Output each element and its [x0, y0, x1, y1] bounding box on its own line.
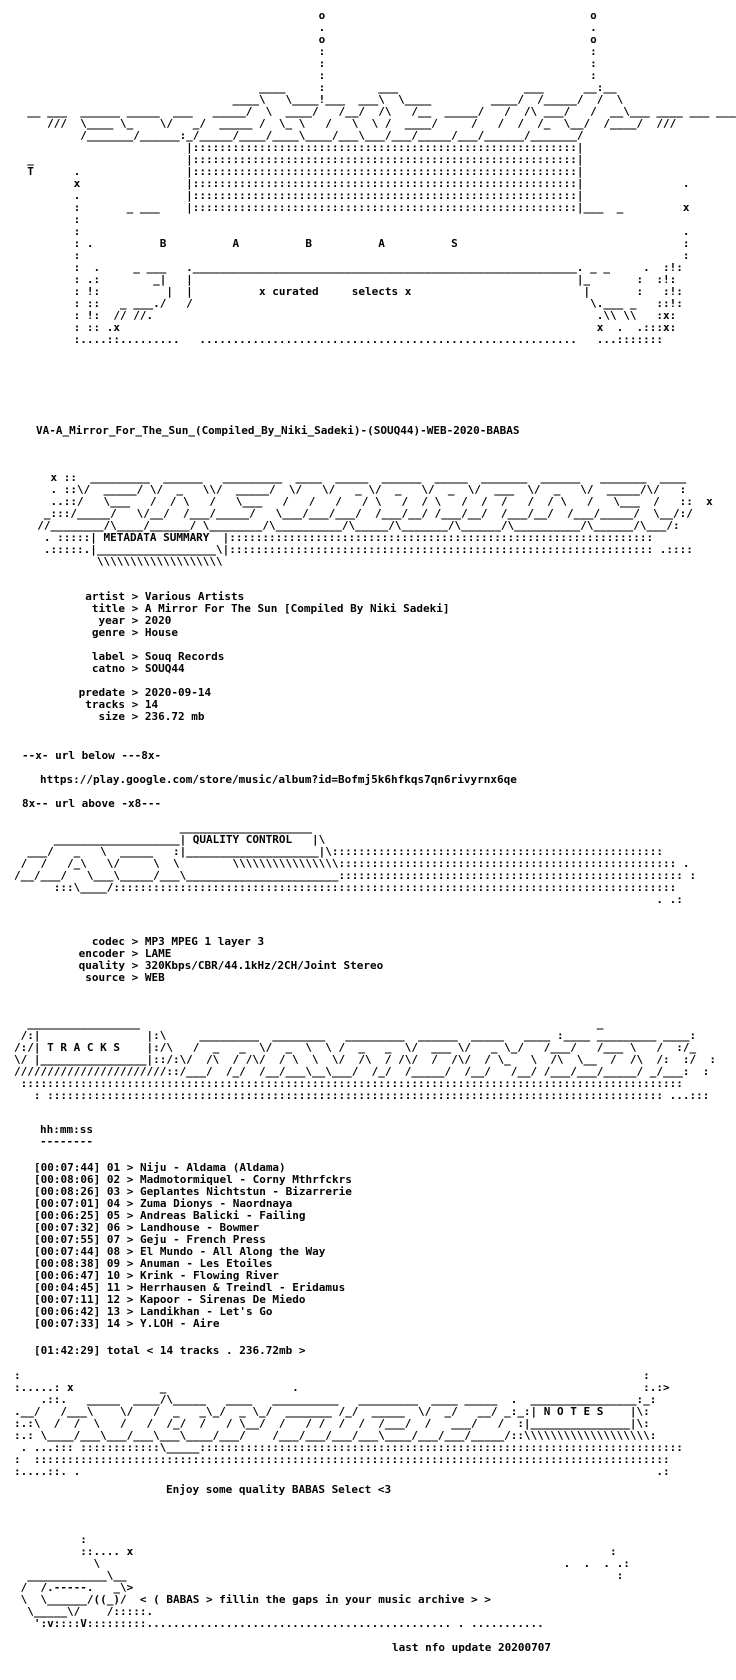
track-row: [00:07:32] 06 > Landhouse - Bowmer: [34, 1221, 260, 1234]
tracklist: [34, 1162, 634, 1330]
track-number: 01: [106, 1161, 121, 1174]
track-row: [00:06:42] 13 > Landikhan - Let's Go: [34, 1305, 273, 1318]
track-title: Anuman - Les Etoiles: [139, 1257, 273, 1270]
track-row: [00:07:33] 14 > Y.LOH - Aire: [34, 1317, 220, 1330]
metadata-row: year > 2020: [62, 615, 622, 627]
track-title: Geju - French Press: [139, 1233, 266, 1246]
quality-row: source > WEB: [62, 972, 622, 984]
metadata-label: catno: [91, 662, 125, 675]
url-above-marker: 8x-- url above -x8---: [22, 797, 162, 810]
metadata-row: label > Souq Records: [62, 651, 622, 663]
track-time: [00:08:38]: [34, 1257, 101, 1270]
footer-ascii-art: : ::.... x : \ . . . .: ____________\__ : / /.-----. _\> \ \______/((_)/ < ( BABAS > fillin the gaps in your music archive > > \_____\/ /:::::. ':v::::V:::::::::.............................................. . ...........: [20, 1533, 630, 1630]
quality-label: quality: [78, 959, 125, 972]
track-title: Landhouse - Bowmer: [139, 1221, 260, 1234]
track-number: 03: [106, 1185, 121, 1198]
track-row: [00:07:55] 07 > Geju - French Press: [34, 1233, 266, 1246]
track-title: Y.LOH - Aire: [139, 1317, 220, 1330]
track-row: [00:07:44] 01 > Niju - Aldama (Aldama): [34, 1161, 286, 1174]
track-row: [00:08:06] 02 > Madmotormiquel - Corny Mthrfckrs: [34, 1173, 352, 1186]
metadata-row: predate > 2020-09-14: [62, 687, 622, 699]
metadata-row: tracks > 14: [62, 699, 622, 711]
quality-label: encoder: [78, 947, 125, 960]
track-number: 14: [106, 1317, 121, 1330]
metadata-value: 2020-09-14: [144, 686, 212, 699]
track-time: [00:07:01]: [34, 1197, 101, 1210]
track-title: El Mundo - All Along the Way: [139, 1245, 326, 1258]
track-number: 05: [106, 1209, 121, 1222]
metadata-value: 2020: [144, 614, 172, 627]
quality-row: quality > 320Kbps/CBR/44.1kHz/2CH/Joint Stereo: [62, 960, 622, 972]
track-title: Krink - Flowing River: [139, 1269, 280, 1282]
track-title: Landikhan - Let's Go: [139, 1305, 273, 1318]
track-time: [00:07:11]: [34, 1293, 101, 1306]
track-title: Herrhausen & Treindl - Eridamus: [139, 1281, 346, 1294]
tracks-time-header: hh:mm:ss: [40, 1123, 93, 1136]
metadata-label: title: [91, 602, 125, 615]
quality-row: codec > MP3 MPEG 1 layer 3: [62, 936, 622, 948]
track-time: [00:04:45]: [34, 1281, 101, 1294]
quality-label: codec: [91, 935, 125, 948]
tracks-banner-ascii-art: _________________ _ /:| |:\ _________ ________ _________ ______ _____ ____ :____ _________ ____: /:/| T R A C K S |:/\ / _ _ \/ _ \ \ / _ _ \/ ___ \/ _ \_/ /___/ /___ \ / :/_ \/ |________________|::/:\/ /\ / /\/ / \ \ \/ /\ / /\/ / /\/ / \_ \ /\ \__ / /\ /: :/ : ///////////////////////::/___/ /_/ /__/___\__\___/ /_/ /_____/ /__/ /__/ /___/___/_____/ _/___: : :::::::::::::::::::::::::::::::::::::::::::::::::::::::::::::::::::::::::::::::::::::::::::::::::::: : ::::::::::::::::::::::::::::::::::::::::::::::::::::::::::::::::::::::::::::::::::::::::::::: ...:::: [14, 1017, 716, 1102]
track-time: [00:07:32]: [34, 1221, 101, 1234]
track-number: 02: [106, 1173, 121, 1186]
notes-banner-ascii-art: : : :.....: x _ . :.:> .::. _____ ____/\_____ ____ __________ _________ ____ _____ . ________________:_: .__/ /___\ \/ / _ _\_/ _ \_/ _______ /_/ _____ \/ _/ __/ _:_:| N O T E S |\: :.:\ / / \ / / /_/ / / \__/ / / / / / /___/ / ___/ / :|_______________|\: :.: \____/___\___/___\___\____/___/ /___/___/___/___\____/___/___/_____/::\\\\\\\\\\\\\\\\\\\: . ...::: ::::::::::::\_____::::::::::::::::::::::::::::::::::::::::::::::::::::::::::::::::::::::::: : :::::::::::::::::::::::::::::::::::::::::::::::::::::::::::::::::::::::::::::::::::::::::::::::: :....::. . .:: [14, 1369, 683, 1478]
track-title: Andreas Balicki - Failing: [139, 1209, 306, 1222]
release-name: VA-A_Mirror_For_The_Sun_(Compiled_By_Niki_Sadeki)-(SOUQ44)-WEB-2020-BABAS: [36, 424, 520, 437]
last-update-text: last nfo update 20200707: [392, 1641, 551, 1654]
track-row: [00:06:47] 10 > Krink - Flowing River: [34, 1269, 280, 1282]
track-title: Madmotormiquel - Corny Mthrfckrs: [139, 1173, 352, 1186]
metadata-row: title > A Mirror For The Sun [Compiled By Niki Sadeki]: [62, 603, 622, 615]
track-number: 12: [106, 1293, 121, 1306]
quality-value: 320Kbps/CBR/44.1kHz/2CH/Joint Stereo: [144, 959, 384, 972]
metadata-label: label: [91, 650, 125, 663]
metadata-value: 236.72 mb: [144, 710, 205, 723]
quality-label: source: [85, 971, 125, 984]
track-number: 07: [106, 1233, 121, 1246]
track-number: 10: [106, 1269, 121, 1282]
metadata-label: predate: [78, 686, 125, 699]
track-row: [00:07:11] 12 > Kapoor - Sirenas De Miedo: [34, 1293, 306, 1306]
track-row: [00:04:45] 11 > Herrhausen & Treindl - Eridamus: [34, 1281, 346, 1294]
metadata-banner-ascii-art: x :: _________ ______ _________ ____ _____ ______ _____ _______ ______ _______ ____ . ::\/ _____/ \/ _ \\/ _____/ \/ \/ _ \/ _ \/ _ \/ ___ \/ _ \/ _____/\/ : ..::/ \___ / / \ / \___ / / / / \ / / \ / / / / / \ / \___ / :: x _:::/_____/ \/__/ /___/_____/ \___/___/___/ /___/__/ /___/__/ /___/__/ /___/_____/ \__/:/ //________/\____/______/ \________/\__________/\_____/\_______/\______/\__________/\______/\___/: . :::::| METADATA SUMMARY |:::::::::::::::::::::::::::::::::::::::::::::::::::::::::::::::: .:::::.|__________________\|:::::::::::::::::::::::::::::::::::::::::::::::::::::::::::::::: .:::: \\\\\\\\\\\\\\\\\\\: [37, 471, 713, 568]
track-time: [00:06:42]: [34, 1305, 101, 1318]
track-number: 11: [106, 1281, 121, 1294]
track-time: [00:06:25]: [34, 1209, 101, 1222]
notes-text: Enjoy some quality BABAS Select <3: [166, 1483, 392, 1496]
metadata-label: size: [98, 710, 125, 723]
track-title: Kapoor - Sirenas De Miedo: [139, 1293, 306, 1306]
tracks-time-underline: --------: [40, 1135, 93, 1148]
metadata-label: tracks: [85, 698, 125, 711]
metadata-value: Various Artists: [144, 590, 245, 603]
track-title: Geplantes Nichtstun - Bizarrerie: [139, 1185, 352, 1198]
track-time: [00:07:44]: [34, 1161, 101, 1174]
header-ascii-art: o o . . o o : : : : : : ____ : ___ ___ __:__ ____\ \____!___ ___\ \____ ____/ /_____/ / \ __ ___ ______ _____ ___ _____/ \ ____/ /__/ /\ /__ _____/ / /\ ___/ / __\___ ____ ___ ___ /// \____ \_ \/ _/ _____ / \_ \ / \ \ / ____/ / / / /_ \__/ /____/ /// /_______/______:_/_____/____/____\____/___\___/___/_____/___/______/_______/ |::::::::::::::::::::::::::::::::::::::::::::::::::::::::::| _ |::::::::::::::::::::::::::::::::::::::::::::::::::::::::::| T . |::::::::::::::::::::::::::::::::::::::::::::::::::::::::::| x |::::::::::::::::::::::::::::::::::::::::::::::::::::::::::| . . |::::::::::::::::::::::::::::::::::::::::::::::::::::::::::| : _ ___ |::::::::::::::::::::::::::::::::::::::::::::::::::::::::::|___ _ x : : . : . B A B A S : : : : . _ ___ .__________________________________________________________. _ _ . :!: : .: _| | |_ : :!: : !: | | x curated selects x | : :!: : :: _ ___./ / \.___ _ ::!: : !: // //. .\\ \\ :x: : :: .x x . .:::x: :....::......... ......................................................... ...:::::::: [27, 9, 736, 346]
metadata-value: Souq Records: [144, 650, 225, 663]
track-row: [00:07:44] 08 > El Mundo - All Along the Way: [34, 1245, 326, 1258]
track-number: 13: [106, 1305, 121, 1318]
track-title: Niju - Aldama (Aldama): [139, 1161, 286, 1174]
track-row: [00:08:26] 03 > Geplantes Nichtstun - Bizarrerie: [34, 1185, 352, 1198]
metadata-value: House: [144, 626, 178, 639]
metadata-row: genre > House: [62, 627, 622, 639]
track-number: 04: [106, 1197, 121, 1210]
quality-banner-ascii-art: ____________________ ___________________| QUALITY CONTROL |\ ___/ _ \ _____ :|____________________|\:::::::::::::::::::::::::::::::::::::::::::::::::: / / /_\ \/ \ \ \\\\\\\\\\\\\\\\::::::::::::::::::::::::::::::::::::::::::::::::::: . /__/___/ \___\_____/___\_______________________:::::::::::::::::::::::::::::::::::::::::::::::::::: : :::\____/::::::::::::::::::::::::::::::::::::::::::::::::::::::::::::::::::::::::::::::::::::: . .:: [14, 821, 697, 906]
quality-row: encoder > LAME: [62, 948, 622, 960]
track-time: [00:07:33]: [34, 1317, 101, 1330]
quality-value: WEB: [144, 971, 165, 984]
metadata-row: catno > SOUQ44: [62, 663, 622, 675]
quality-list: [62, 936, 622, 984]
metadata-value: 14: [144, 698, 159, 711]
metadata-value: A Mirror For The Sun [Compiled By Niki Sadeki]: [144, 602, 450, 615]
metadata-label: year: [98, 614, 125, 627]
metadata-value: SOUQ44: [144, 662, 185, 675]
quality-value: LAME: [144, 947, 172, 960]
url-link[interactable]: https://play.google.com/store/music/album?id=Bofmj5k6hfkqs7qn6rivyrnx6qe: [40, 773, 517, 786]
quality-value: MP3 MPEG 1 layer 3: [144, 935, 265, 948]
tracks-total: [01:42:29] total < 14 tracks . 236.72mb >: [34, 1344, 306, 1357]
url-below-marker: --x- url below ---8x-: [22, 749, 162, 762]
metadata-list: [62, 591, 622, 723]
track-number: 08: [106, 1245, 121, 1258]
metadata-row: size > 236.72 mb: [62, 711, 622, 723]
track-time: [00:07:55]: [34, 1233, 101, 1246]
track-number: 09: [106, 1257, 121, 1270]
track-row: [00:06:25] 05 > Andreas Balicki - Failing: [34, 1209, 306, 1222]
metadata-label: genre: [91, 626, 125, 639]
track-time: [00:07:44]: [34, 1245, 101, 1258]
track-number: 06: [106, 1221, 121, 1234]
track-row: [00:08:38] 09 > Anuman - Les Etoiles: [34, 1257, 273, 1270]
metadata-label: artist: [85, 590, 125, 603]
track-time: [00:08:06]: [34, 1173, 101, 1186]
track-time: [00:06:47]: [34, 1269, 101, 1282]
metadata-row: artist > Various Artists: [62, 591, 622, 603]
track-title: Zuma Dionys - Naordnaya: [139, 1197, 293, 1210]
track-time: [00:08:26]: [34, 1185, 101, 1198]
track-row: [00:07:01] 04 > Zuma Dionys - Naordnaya: [34, 1197, 293, 1210]
